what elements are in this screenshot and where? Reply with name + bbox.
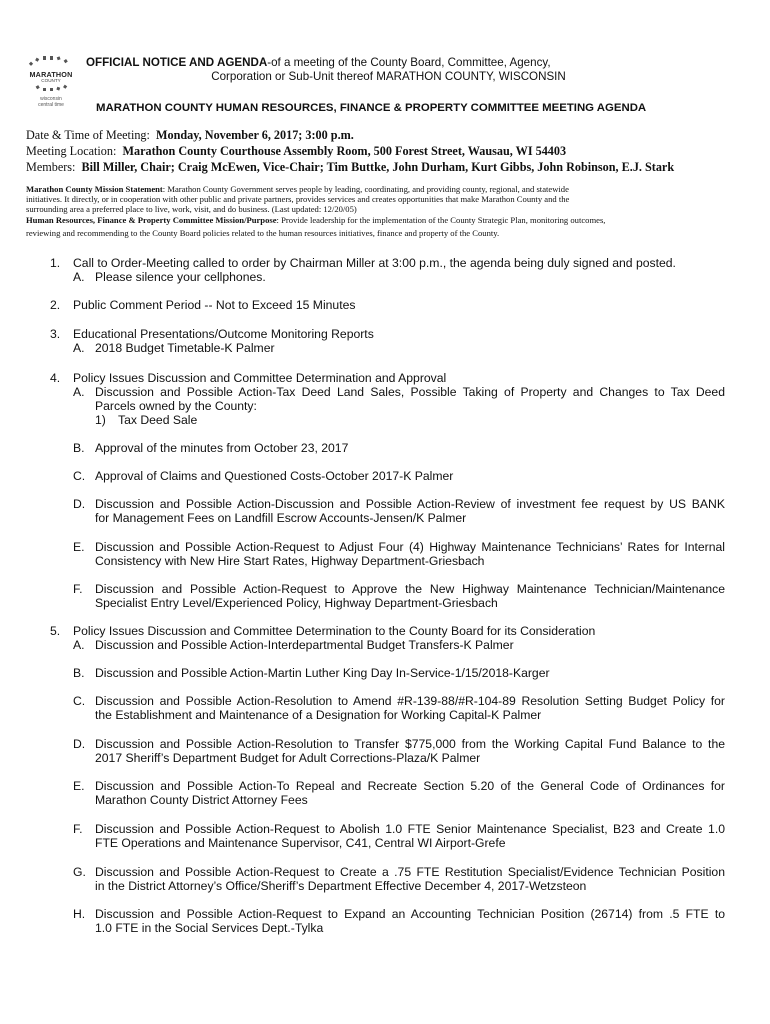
item-letter: F. bbox=[73, 822, 83, 836]
item-number: 3. bbox=[50, 327, 61, 341]
item-letter: H. bbox=[73, 907, 86, 921]
item-letter: D. bbox=[73, 497, 86, 511]
item-text: Discussion and Possible Action-Resolution to Amend #R-139-88/#R-104-89 Resolution Setting Budget Policy for bbox=[95, 694, 725, 708]
item-text: Policy Issues Discussion and Committee Determination to the County Board for its Consideration bbox=[73, 624, 596, 638]
notice-line-1: OFFICIAL NOTICE AND AGENDA-of a meeting of the County Board, Committee, Agency, bbox=[86, 56, 551, 69]
item-letter: C. bbox=[73, 469, 86, 483]
item-text: Discussion and Possible Action-Request to Approve the New Highway Maintenance Technician/Maintenance bbox=[95, 582, 725, 596]
county-logo bbox=[22, 56, 80, 112]
item-text: Discussion and Possible Action-To Repeal and Recreate Section 5.20 of the General Code of Ordinances for bbox=[95, 779, 725, 793]
item-text: Call to Order-Meeting called to order by Chairman Miller at 3:00 p.m., the agenda being duly signed and posted. bbox=[73, 256, 676, 270]
subitem-text: Tax Deed Sale bbox=[118, 413, 198, 427]
item-letter: A. bbox=[73, 385, 85, 399]
item-text: Specialist Entry Level/Experienced Policy, Highway Department-Griesbach bbox=[95, 596, 498, 610]
item-number: 2. bbox=[50, 298, 61, 312]
item-letter: B. bbox=[73, 666, 85, 680]
item-text: FTE Operations and Maintenance Supervisor, C41, Central WI Airport-Grefe bbox=[95, 836, 506, 850]
item-text: Discussion and Possible Action-Request to Expand an Accounting Technician Position (26714) from .5 FTE to bbox=[95, 907, 725, 921]
item-text: Educational Presentations/Outcome Monitoring Reports bbox=[73, 327, 374, 341]
item-letter: C. bbox=[73, 694, 86, 708]
item-text: Discussion and Possible Action-Discussion and Possible Action-Review of investment fee request by US BANK bbox=[95, 497, 725, 511]
mission-statement: Marathon County Mission Statement: Marathon County Government serves people by leading, coordinating, and providing county, regional, and statewide initiatives. It directly, or in cooperation with other public and private partners, provides services and creates opportunities that make Marathon County and the surrounding area a preferred place to live, work, visit, and do business. (Last updated: 12/20/05) bbox=[26, 184, 570, 214]
logo-name: MARATHON bbox=[29, 70, 73, 79]
logo-tagline: wisconsin central time bbox=[38, 96, 64, 108]
item-text: Policy Issues Discussion and Committee Determination and Approval bbox=[73, 371, 447, 385]
item-letter: G. bbox=[73, 865, 86, 879]
meeting-location: Meeting Location: Marathon County Courthouse Assembly Room, 500 Forest Street, Wausau, WI 54403 bbox=[26, 144, 567, 158]
item-text: Discussion and Possible Action-Martin Luther King Day In-Service-1/15/2018-Karger bbox=[95, 666, 550, 680]
item-text: Please silence your cellphones. bbox=[95, 270, 266, 284]
item-letter: A. bbox=[73, 638, 85, 652]
item-text: Discussion and Possible Action-Resolution to Transfer $775,000 from the Working Capital Fund Balance to the bbox=[95, 737, 725, 751]
item-text: for Management Fees on Landfill Escrow Accounts-Jensen/K Palmer bbox=[95, 511, 467, 525]
item-text: Discussion and Possible Action-Request to Create a .75 FTE Restitution Specialist/Evidence Technician Position bbox=[95, 865, 725, 879]
item-text: the Establishment and Maintenance of a Designation for Working Capital-K Palmer bbox=[95, 708, 542, 722]
item-letter: D. bbox=[73, 737, 86, 751]
item-letter: B. bbox=[73, 441, 85, 455]
meeting-date: Date & Time of Meeting: Monday, November 6, 2017; 3:00 p.m. bbox=[26, 128, 354, 142]
item-number: 4. bbox=[50, 371, 61, 385]
agenda-title: MARATHON COUNTY HUMAN RESOURCES, FINANCE & PROPERTY COMMITTEE MEETING AGENDA bbox=[96, 102, 647, 114]
subitem-number: 1) bbox=[95, 413, 106, 427]
item-text: Public Comment Period -- Not to Exceed 15 Minutes bbox=[73, 298, 356, 312]
item-text: in the District Attorney’s Office/Sheriff’s Department Effective December 4, 2017-Wetzsteon bbox=[95, 879, 587, 893]
item-text: Marathon County District Attorney Fees bbox=[95, 793, 308, 807]
item-letter: A. bbox=[73, 270, 85, 284]
item-text: Parcels owned by the County: bbox=[95, 399, 257, 413]
item-text: Consistency with New Hire Start Rates, Highway Department-Griesbach bbox=[95, 554, 485, 568]
item-text: 1.0 FTE in the Social Services Dept.-Tylka bbox=[95, 921, 324, 935]
item-letter: E. bbox=[73, 540, 85, 554]
notice-line-2: Corporation or Sub-Unit thereof MARATHON COUNTY, WISCONSIN bbox=[211, 70, 566, 83]
item-letter: E. bbox=[73, 779, 85, 793]
item-text: Discussion and Possible Action-Request to Adjust Four (4) Highway Maintenance Technicians’ Rates for Internal bbox=[95, 540, 725, 554]
item-text: Discussion and Possible Action-Request to Abolish 1.0 FTE Senior Maintenance Specialist, B23 and Create 1.0 bbox=[95, 822, 725, 836]
item-text: 2017 Sheriff’s Department Budget for Adult Corrections-Plaza/K Palmer bbox=[95, 751, 481, 765]
item-text: Approval of Claims and Questioned Costs-October 2017-K Palmer bbox=[95, 469, 454, 483]
item-letter: F. bbox=[73, 582, 83, 596]
logo-sub: COUNTY bbox=[41, 78, 61, 83]
item-text: Discussion and Possible Action-Tax Deed Land Sales, Possible Taking of Property and Changes to Tax Deed bbox=[95, 385, 725, 399]
item-letter: A. bbox=[73, 341, 85, 355]
item-text: 2018 Budget Timetable-K Palmer bbox=[95, 341, 275, 355]
item-number: 1. bbox=[50, 256, 61, 270]
item-number: 5. bbox=[50, 624, 61, 638]
committee-purpose: Human Resources, Finance & Property Committee Mission/Purpose: Provide leadership for the implementation of the County Strategic Plan, monitoring outcomes, reviewing and recommending to the County Board policies related to the human resources initiatives, finance and property of the County. bbox=[26, 215, 606, 238]
item-text: Approval of the minutes from October 23, 2017 bbox=[95, 441, 349, 455]
meeting-members: Members: Bill Miller, Chair; Craig McEwen, Vice-Chair; Tim Buttke, John Durham, Kurt Gibbs, John Robinson, E.J. Stark bbox=[26, 160, 675, 174]
item-text: Discussion and Possible Action-Interdepartmental Budget Transfers-K Palmer bbox=[95, 638, 514, 652]
